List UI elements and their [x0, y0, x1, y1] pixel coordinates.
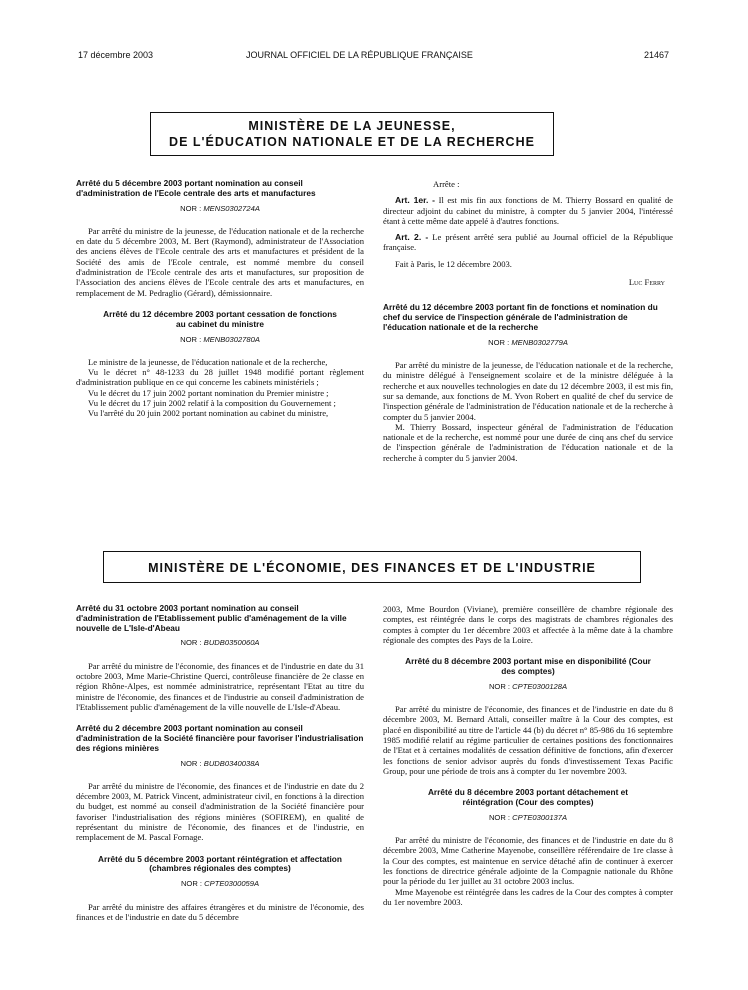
paragraph: M. Thierry Bossard, inspecteur général de l'administration de l'éducation nationale et de la recherche, est nommé pour une durée de cinq ans chef du service de l'inspection générale de l'administration de l'éducation nationale et de la recherche à compter du 5 janvier 2004.: [383, 421, 673, 463]
arrete-label: Arrête :: [433, 179, 460, 189]
paragraph: Vu le décret n° 48-1233 du 28 juillet 1948 modifié portant règlement d'administration publique en ce qui concerne les cabinets ministériels ;: [76, 367, 364, 388]
nor-reference: NOR : CPTE0300137A: [488, 812, 568, 822]
paragraph: Le ministre de la jeunesse, de l'éducation nationale et de la recherche,: [88, 356, 328, 367]
article-1: Art. 1er. - Il est mis fin aux fonctions de M. Thierry Bossard en qualité de directeur adjoint du cabinet du ministre, à compter du 5 janvier 2004, l'intéressé étant à cette même date appelé à d'autres fonctions.: [383, 195, 673, 226]
ministry-heading-education: [150, 112, 554, 156]
paragraph: Vu l'arrêté du 20 juin 2002 portant nomination au cabinet du ministre,: [88, 408, 329, 419]
page-number: 21467: [644, 50, 670, 60]
ministry-heading-line-2: DE L'ÉDUCATION NATIONALE ET DE LA RECHERCHE: [169, 135, 535, 149]
paragraph: Vu le décret du 17 juin 2002 portant nomination du Premier ministre ;: [88, 387, 329, 398]
done-at: Fait à Paris, le 12 décembre 2003.: [395, 258, 512, 269]
article-title: Arrêté du 5 décembre 2003 portant réintégration et affectation (chambres régionales des comptes): [98, 853, 342, 874]
column-right-bottom: [383, 604, 673, 907]
paragraph: Vu le décret du 17 juin 2002 relatif à la composition du Gouvernement ;: [88, 398, 336, 409]
article-title: Arrêté du 12 décembre 2003 portant fin de fonctions et nomination du chef du service de l'inspection générale de l'administration de l'éducation nationale et de la recherche: [383, 302, 658, 332]
paragraph: Par arrêté du ministre de l'économie, des finances et de l'industrie en date du 8 décembre 2003, Mme Catherine Mayenobe, conseillère référendaire de 1re classe à la Cour des comptes, est maintenue en service détaché afin de continuer à exercer les fonctions de directrice générale adjointe de la Compagnie nationale du Rhône pour la période du 1er juillet au 31 octobre 2003 inclus.: [383, 835, 673, 887]
ministry-heading-line-1: MINISTÈRE DE LA JEUNESSE,: [248, 119, 456, 133]
nor-reference: NOR : BUDB0350060A: [180, 638, 260, 648]
paragraph: 2003, Mme Bourdon (Viviane), première conseillère de chambre régionale des comptes, est réintégrée dans le corps des magistrats de chambres régionales des comptes à compter du 1er décembre 2003 et affectée à la même date à la chambre régionale des comptes des Pays de la Loire.: [383, 604, 673, 645]
paragraph: Par arrêté du ministre de l'économie, des finances et de l'industrie en date du 31 octobre 2003, Mme Marie-Christine Querci, contrôleuse financière de 2e classe en région Rhône-Alpes, est nommée administratrice, représentant l'Etat au titre du ministre de l'économie, des finances et de l'industrie au conseil d'administration de l'Etablissement public d'aménagement de la ville nouvelle de L'Isle-d'Abeau.: [76, 660, 364, 712]
nor-reference: NOR : BUDB0340038A: [180, 758, 260, 768]
paragraph: Par arrêté du ministre de la jeunesse, de l'éducation nationale et de la recherche en date du 5 décembre 2003, M. Bert (Raymond), administrateur de l'Association des anciens élèves de l'Ecole centrale des arts et manufactures et président de la Société des amis de l'Ecole centrale, est nommé membre du conseil d'administration de l'Ecole centrale des arts et manufactures, sur proposition de l'Association des anciens élèves de l'Ecole centrale des arts et manufactures, en remplacement de M. Pedraglio (Gérard), démissionnaire.: [76, 225, 364, 298]
ministry-heading-line-1: MINISTÈRE DE L'ÉCONOMIE, DES FINANCES ET DE L'INDUSTRIE: [148, 561, 596, 575]
nor-reference: NOR : MENS0302724A: [180, 203, 260, 213]
nor-reference: NOR : MENB0302780A: [180, 334, 260, 344]
nor-reference: NOR : CPTE0300128A: [488, 681, 568, 691]
ministry-heading-economy: [103, 551, 641, 583]
article-title: Arrêté du 8 décembre 2003 portant mise en disponibilité (Cour des comptes): [405, 656, 651, 676]
nor-reference: NOR : CPTE0300059A: [180, 879, 260, 889]
column-left-bottom: [76, 604, 364, 922]
article-title: Arrêté du 5 décembre 2003 portant nomination au conseil d'administration de l'Ecole centrale des arts et manufactures: [76, 178, 316, 198]
column-left-top: [76, 179, 364, 419]
article-title: Arrêté du 8 décembre 2003 portant détachement et réintégration (Cour des comptes): [427, 787, 629, 807]
header-date: 17 décembre 2003: [78, 50, 154, 60]
nor-reference: NOR : MENB0302779A: [488, 337, 568, 347]
signature: Luc Ferry: [628, 277, 665, 288]
article-title: Arrêté du 31 octobre 2003 portant nomination au conseil d'administration de l'Etablissement public d'aménagement de la ville nouvelle de L'Isle-d'Abeau: [76, 603, 347, 633]
article-title: Arrêté du 2 décembre 2003 portant nomination au conseil d'administration de la Société financière pour favoriser l'industrialisation des régions minières: [76, 723, 364, 753]
paragraph: Par arrêté du ministre de la jeunesse, de l'éducation nationale et de la recherche, du ministre délégué à l'enseignement scolaire et de la ministre déléguée à la recherche et aux nouvelles technologies en date du 12 décembre 2003, il est mis fin, sur sa demande, aux fonctions de M. Yvon Robert en qualité de chef du service de l'inspection générale de l'administration de l'éducation nationale et de la recherche à compter du 5 janvier 2004.: [383, 360, 673, 422]
paragraph: Mme Mayenobe est réintégrée dans les cadres de la Cour des comptes à compter du 1er novembre 2003.: [383, 886, 673, 907]
article-2: Art. 2. - Le présent arrêté sera publié au Journal officiel de la République française.: [383, 232, 673, 253]
paragraph: Par arrêté du ministre de l'économie, des finances et de l'industrie en date du 2 décembre 2003, M. Patrick Vincent, administrateur civil, en fonctions à la direction du budget, est nommé au conseil d'administration de la Société financière pour favoriser l'industrialisation des régions minières (SOFIREM), en qualité de représentant du ministre de l'économie, des finances et de l'industrie, en remplacement de M. Pascal Fornage.: [76, 780, 364, 843]
paragraph: Par arrêté du ministre des affaires étrangères et du ministre de l'économie, des finances et de l'industrie en date du 5 décembre: [76, 901, 364, 922]
column-right-top: [383, 179, 673, 463]
article-title: Arrêté du 12 décembre 2003 portant cessation de fonctions au cabinet du ministre: [103, 308, 337, 329]
paragraph: Par arrêté du ministre de l'économie, des finances et de l'industrie en date du 8 décembre 2003, M. Bernard Attali, conseiller maître à la Cour des comptes, est placé en disponibilité au titre de l'article 44 (b) du décret n° 85-986 du 16 septembre 1985 modifié relatif au régime particulier de certaines positions des fonctionnaires de l'Etat et à certaines modalités de cessation définitive de fonctions, afin d'exercer les fonctions de senior advisor auprès du fonds d'investissement Texas Pacific Group, pour une période de trois ans à compter du 1er novembre 2003.: [383, 704, 673, 776]
journal-title: JOURNAL OFFICIEL DE LA RÉPUBLIQUE FRANÇAISE: [246, 50, 473, 60]
